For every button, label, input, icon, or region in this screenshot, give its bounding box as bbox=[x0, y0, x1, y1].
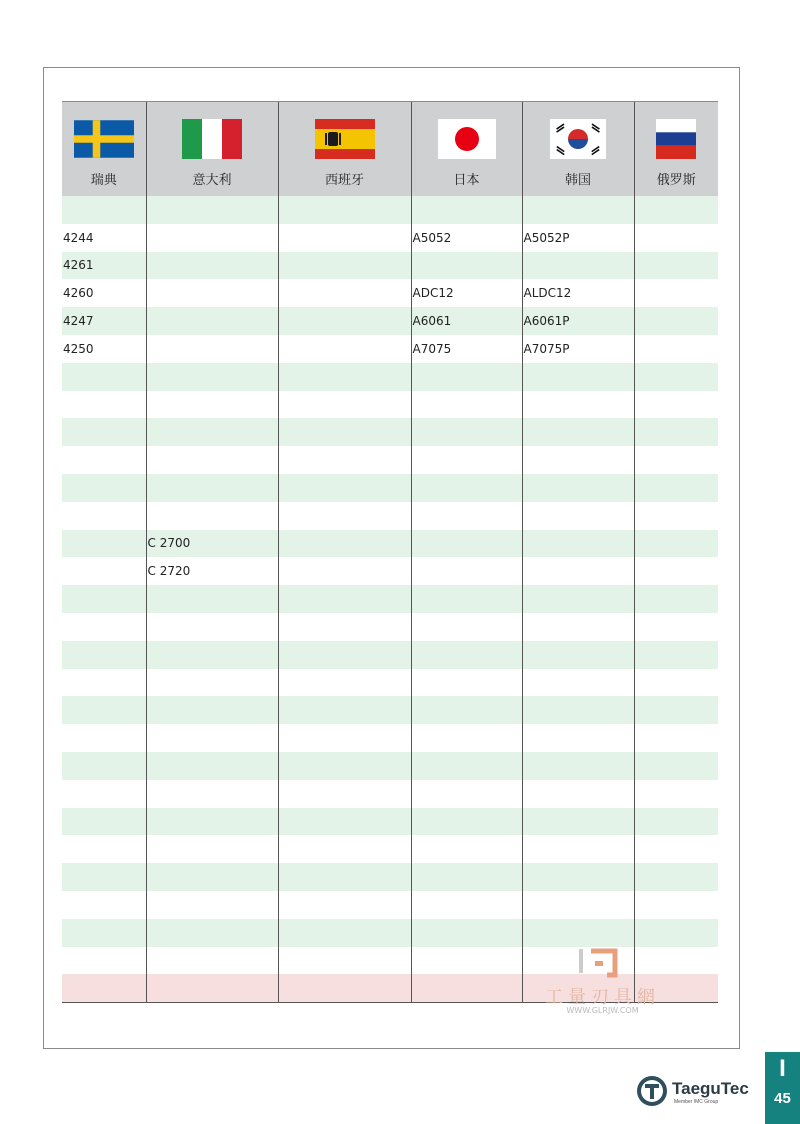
table-row bbox=[62, 613, 718, 641]
column-name: 日本 bbox=[453, 173, 480, 188]
table-cell-japan bbox=[411, 585, 522, 613]
table-cell-korea bbox=[522, 891, 634, 919]
table-cell-italy bbox=[146, 474, 278, 502]
table-row bbox=[62, 279, 718, 307]
table-cell-korea bbox=[522, 669, 634, 697]
table-cell-sweden bbox=[62, 808, 146, 836]
table-cell-sweden bbox=[62, 418, 146, 446]
table-cell-spain bbox=[278, 835, 411, 863]
table-cell-japan: A7075 bbox=[411, 335, 522, 363]
table-cell-spain bbox=[278, 335, 411, 363]
table-cell-spain bbox=[278, 780, 411, 808]
watermark-text: 工量刃具網 bbox=[545, 987, 660, 1008]
section-tab bbox=[765, 1052, 800, 1124]
table-cell-italy bbox=[146, 252, 278, 280]
table-cell-japan: A5052 bbox=[411, 224, 522, 252]
table-cell-korea bbox=[522, 863, 634, 891]
table-cell-korea: A7075P bbox=[522, 335, 634, 363]
brand-name: TaeguTec bbox=[672, 1079, 749, 1098]
table-row bbox=[62, 335, 718, 363]
table-cell-sweden bbox=[62, 974, 146, 1002]
column-header-japan bbox=[411, 102, 522, 197]
column-header-italy bbox=[146, 102, 278, 197]
table-cell-korea bbox=[522, 919, 634, 947]
table-cell-korea bbox=[522, 780, 634, 808]
table-cell-russia bbox=[634, 891, 718, 919]
table-cell-russia bbox=[634, 557, 718, 585]
table-cell-sweden bbox=[62, 613, 146, 641]
table-row bbox=[62, 502, 718, 530]
table-cell-italy bbox=[146, 780, 278, 808]
table-cell-japan bbox=[411, 947, 522, 975]
column-header-sweden bbox=[62, 102, 146, 197]
table-cell-sweden bbox=[62, 363, 146, 391]
table-cell-sweden bbox=[62, 696, 146, 724]
column-header-korea bbox=[522, 102, 634, 197]
table-cell-russia bbox=[634, 446, 718, 474]
table-row bbox=[62, 835, 718, 863]
table-cell-italy bbox=[146, 724, 278, 752]
table-cell-korea bbox=[522, 363, 634, 391]
table-cell-sweden bbox=[62, 919, 146, 947]
table-cell-italy bbox=[146, 641, 278, 669]
table-cell-russia bbox=[634, 363, 718, 391]
page-number: 45 bbox=[774, 1090, 791, 1107]
table-cell-sweden: 4260 bbox=[62, 279, 146, 307]
table-cell-russia bbox=[634, 696, 718, 724]
table-cell-italy bbox=[146, 363, 278, 391]
table-cell-japan bbox=[411, 835, 522, 863]
table-body bbox=[62, 196, 718, 1003]
korea-flag-icon bbox=[550, 119, 606, 159]
italy-flag-icon bbox=[182, 119, 242, 159]
table-cell-spain bbox=[278, 752, 411, 780]
table-cell-italy bbox=[146, 669, 278, 697]
table-row bbox=[62, 891, 718, 919]
table-cell-sweden bbox=[62, 724, 146, 752]
table-cell-japan bbox=[411, 530, 522, 558]
table-cell-russia bbox=[634, 502, 718, 530]
table-cell-korea bbox=[522, 724, 634, 752]
table-cell-spain bbox=[278, 808, 411, 836]
table-cell-russia bbox=[634, 585, 718, 613]
table-cell-korea bbox=[522, 613, 634, 641]
table-cell-japan bbox=[411, 391, 522, 419]
table-cell-korea bbox=[522, 446, 634, 474]
table-cell-italy bbox=[146, 418, 278, 446]
table-cell-italy bbox=[146, 613, 278, 641]
table-cell-japan: ADC12 bbox=[411, 279, 522, 307]
table-cell-italy bbox=[146, 585, 278, 613]
table-cell-spain bbox=[278, 669, 411, 697]
watermark-url: WWW.GLRJW.COM bbox=[566, 1006, 639, 1015]
table-cell-italy bbox=[146, 752, 278, 780]
table-cell-spain bbox=[278, 557, 411, 585]
table-cell-russia bbox=[634, 669, 718, 697]
table-cell-japan bbox=[411, 863, 522, 891]
table-cell-spain bbox=[278, 585, 411, 613]
table-cell-spain bbox=[278, 502, 411, 530]
table-cell-sweden bbox=[62, 752, 146, 780]
table-cell-japan bbox=[411, 363, 522, 391]
table-row bbox=[62, 641, 718, 669]
table-row bbox=[62, 585, 718, 613]
table-cell-korea: A6061P bbox=[522, 307, 634, 335]
table-row bbox=[62, 307, 718, 335]
table-cell-spain bbox=[278, 279, 411, 307]
table-cell-japan bbox=[411, 752, 522, 780]
table-cell-spain bbox=[278, 974, 411, 1002]
table-cell-japan bbox=[411, 641, 522, 669]
table-row bbox=[62, 446, 718, 474]
spain-flag-icon bbox=[315, 119, 375, 159]
table-cell-korea bbox=[522, 808, 634, 836]
table-cell-spain bbox=[278, 613, 411, 641]
table-cell-italy bbox=[146, 919, 278, 947]
table-cell-spain bbox=[278, 474, 411, 502]
table-row bbox=[62, 863, 718, 891]
table-cell-korea bbox=[522, 391, 634, 419]
table-cell-japan bbox=[411, 502, 522, 530]
column-name: 韩国 bbox=[564, 173, 591, 188]
table-cell-spain bbox=[278, 696, 411, 724]
table-cell-sweden bbox=[62, 891, 146, 919]
table-cell-japan bbox=[411, 891, 522, 919]
column-name: 瑞典 bbox=[90, 173, 117, 188]
table-cell-japan bbox=[411, 446, 522, 474]
table-row bbox=[62, 252, 718, 280]
table-row bbox=[62, 530, 718, 558]
table-cell-russia bbox=[634, 613, 718, 641]
table-cell-spain bbox=[278, 863, 411, 891]
table-cell-russia bbox=[634, 307, 718, 335]
table-cell-spain bbox=[278, 196, 411, 224]
header-row bbox=[62, 102, 718, 197]
table-cell-italy bbox=[146, 502, 278, 530]
table-cell-sweden: 4261 bbox=[62, 252, 146, 280]
table-cell-spain bbox=[278, 919, 411, 947]
table-cell-japan: A6061 bbox=[411, 307, 522, 335]
table-cell-spain bbox=[278, 224, 411, 252]
table-cell-sweden bbox=[62, 585, 146, 613]
table-cell-russia bbox=[634, 224, 718, 252]
table-cell-sweden bbox=[62, 446, 146, 474]
table-row bbox=[62, 557, 718, 585]
table-row bbox=[62, 752, 718, 780]
japan-flag-icon bbox=[438, 119, 496, 159]
table-cell-russia bbox=[634, 474, 718, 502]
table-cell-sweden bbox=[62, 502, 146, 530]
table-cell-spain bbox=[278, 891, 411, 919]
table-cell-korea bbox=[522, 474, 634, 502]
table-cell-italy: C 2720 bbox=[146, 557, 278, 585]
column-name: 西班牙 bbox=[324, 173, 364, 188]
column-header-spain bbox=[278, 102, 411, 197]
table-row bbox=[62, 808, 718, 836]
table-cell-italy bbox=[146, 196, 278, 224]
table-cell-russia bbox=[634, 835, 718, 863]
table-row bbox=[62, 391, 718, 419]
table-cell-russia bbox=[634, 752, 718, 780]
table-cell-japan bbox=[411, 974, 522, 1002]
table-cell-sweden bbox=[62, 474, 146, 502]
watermark bbox=[535, 945, 675, 1020]
table-cell-spain bbox=[278, 418, 411, 446]
table-cell-korea bbox=[522, 196, 634, 224]
table-cell-spain bbox=[278, 307, 411, 335]
table-cell-japan bbox=[411, 724, 522, 752]
table-cell-russia bbox=[634, 780, 718, 808]
table-cell-japan bbox=[411, 780, 522, 808]
table-cell-russia bbox=[634, 252, 718, 280]
russia-flag-icon bbox=[647, 119, 705, 159]
table-cell-sweden bbox=[62, 835, 146, 863]
table-cell-spain bbox=[278, 530, 411, 558]
table-cell-spain bbox=[278, 446, 411, 474]
table-row bbox=[62, 696, 718, 724]
table-cell-japan bbox=[411, 252, 522, 280]
table-cell-japan bbox=[411, 557, 522, 585]
table-cell-spain bbox=[278, 947, 411, 975]
table-cell-spain bbox=[278, 391, 411, 419]
table-cell-russia bbox=[634, 196, 718, 224]
table-cell-sweden bbox=[62, 530, 146, 558]
table-cell-korea bbox=[522, 557, 634, 585]
material-comparison-table bbox=[62, 101, 718, 1003]
table-cell-japan bbox=[411, 696, 522, 724]
table-cell-italy bbox=[146, 224, 278, 252]
sweden-flag-icon bbox=[74, 119, 134, 159]
table-row bbox=[62, 224, 718, 252]
table-row bbox=[62, 780, 718, 808]
table-row bbox=[62, 919, 718, 947]
table-cell-sweden bbox=[62, 669, 146, 697]
column-name: 俄罗斯 bbox=[656, 173, 696, 188]
watermark-logo-icon bbox=[535, 945, 675, 981]
table-cell-korea bbox=[522, 252, 634, 280]
section-letter: I bbox=[779, 1055, 786, 1082]
table-row bbox=[62, 474, 718, 502]
table-cell-japan bbox=[411, 613, 522, 641]
table-row bbox=[62, 196, 718, 224]
table-cell-japan bbox=[411, 808, 522, 836]
table-cell-korea bbox=[522, 530, 634, 558]
table-cell-italy bbox=[146, 279, 278, 307]
table-cell-italy bbox=[146, 974, 278, 1002]
table-row bbox=[62, 363, 718, 391]
table-cell-russia bbox=[634, 724, 718, 752]
table-cell-japan bbox=[411, 669, 522, 697]
table-cell-sweden bbox=[62, 863, 146, 891]
table-cell-korea bbox=[522, 835, 634, 863]
table-cell-russia bbox=[634, 641, 718, 669]
table-cell-russia bbox=[634, 279, 718, 307]
table-cell-japan bbox=[411, 919, 522, 947]
table-cell-russia bbox=[634, 530, 718, 558]
table-cell-italy bbox=[146, 335, 278, 363]
table-cell-spain bbox=[278, 641, 411, 669]
table-cell-italy: C 2700 bbox=[146, 530, 278, 558]
table-cell-russia bbox=[634, 863, 718, 891]
table-cell-spain bbox=[278, 363, 411, 391]
table-cell-russia bbox=[634, 808, 718, 836]
table-row bbox=[62, 669, 718, 697]
table-cell-italy bbox=[146, 446, 278, 474]
table-cell-russia bbox=[634, 391, 718, 419]
table-cell-sweden bbox=[62, 780, 146, 808]
table-cell-russia bbox=[634, 335, 718, 363]
table-cell-italy bbox=[146, 808, 278, 836]
table-cell-korea: ALDC12 bbox=[522, 279, 634, 307]
table-cell-korea: A5052P bbox=[522, 224, 634, 252]
table-cell-russia bbox=[634, 919, 718, 947]
table-cell-korea bbox=[522, 641, 634, 669]
table-cell-korea bbox=[522, 502, 634, 530]
table-cell-italy bbox=[146, 835, 278, 863]
table-cell-italy bbox=[146, 891, 278, 919]
table-row bbox=[62, 724, 718, 752]
table-cell-spain bbox=[278, 724, 411, 752]
table-cell-spain bbox=[278, 252, 411, 280]
table-cell-italy bbox=[146, 947, 278, 975]
column-header-russia bbox=[634, 102, 718, 197]
table-cell-russia bbox=[634, 418, 718, 446]
brand-subtitle: Member IMC Group bbox=[674, 1099, 719, 1105]
table-cell-korea bbox=[522, 585, 634, 613]
taegutec-logo bbox=[636, 1073, 756, 1111]
table-cell-sweden bbox=[62, 947, 146, 975]
table-cell-sweden bbox=[62, 196, 146, 224]
table-cell-korea bbox=[522, 752, 634, 780]
taegutec-emblem-icon bbox=[636, 1075, 668, 1107]
table-cell-italy bbox=[146, 391, 278, 419]
table-row bbox=[62, 418, 718, 446]
table-cell-sweden: 4244 bbox=[62, 224, 146, 252]
table-cell-sweden bbox=[62, 391, 146, 419]
table-cell-japan bbox=[411, 196, 522, 224]
table-cell-sweden: 4247 bbox=[62, 307, 146, 335]
table-cell-italy bbox=[146, 307, 278, 335]
table-cell-sweden: 4250 bbox=[62, 335, 146, 363]
table-cell-japan bbox=[411, 474, 522, 502]
column-name: 意大利 bbox=[192, 173, 232, 188]
table-cell-italy bbox=[146, 863, 278, 891]
table-cell-italy bbox=[146, 696, 278, 724]
table-cell-korea bbox=[522, 418, 634, 446]
table-cell-sweden bbox=[62, 557, 146, 585]
table-cell-korea bbox=[522, 696, 634, 724]
table-cell-sweden bbox=[62, 641, 146, 669]
table-cell-japan bbox=[411, 418, 522, 446]
